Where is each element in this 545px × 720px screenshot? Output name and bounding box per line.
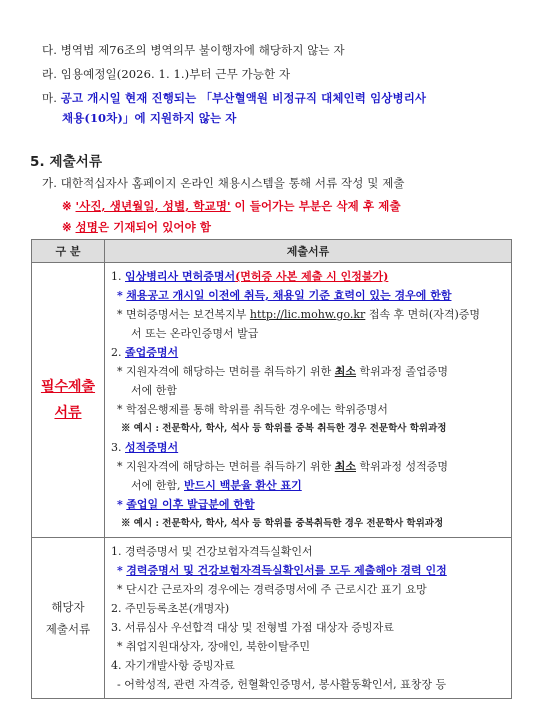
req-item2-example: ※ 예시 : 전문학사, 학사, 석사 등 학위를 중복 취득한 경우 전문학사 학위과정 — [121, 423, 447, 434]
eligibility-ma-line1: 공고 개시일 현재 진행되는 「부산혈액원 비정규직 대체인력 임상병리사 — [60, 91, 427, 105]
required-label-line2: 서류 — [54, 405, 82, 421]
req-item3-note2-text: 졸업일 이후 발급분에 한함 — [126, 498, 255, 511]
req-item1-note — [111, 286, 505, 305]
header-category: 구 분 — [32, 240, 105, 263]
license-site-link[interactable]: http://lic.mohw.go.kr — [249, 308, 366, 321]
opt-item2: 2. 주민등록초본(개명자) — [111, 602, 230, 615]
optional-docs-cell — [105, 538, 512, 699]
req-item2-note1-cont: 서에 한함 — [131, 384, 178, 397]
req-item2-note1-b: 최소 — [334, 365, 357, 378]
req-item2-note1-c: 학위과정 졸업증명 — [359, 365, 449, 378]
req-item3-note1-cont — [111, 476, 505, 495]
table-row-required — [32, 263, 512, 538]
documents-table — [31, 239, 512, 699]
note-name-underlined: 성명 — [75, 220, 98, 234]
required-docs-cell — [105, 263, 512, 538]
section-title: 5. 제출서류 — [30, 154, 103, 170]
opt-item1: 1. 경력증명서 및 건강보험자격득실확인서 — [111, 545, 313, 558]
req-item2-note1-a: * 지원자격에 해당하는 면허를 취득하기 위한 — [117, 365, 332, 378]
req-item1 — [111, 267, 505, 286]
note-quote: '사진, 생년월일, 성별, 학교명' — [75, 199, 231, 213]
eligibility-ma-prefix: 마. — [42, 91, 57, 105]
note-name-required — [62, 219, 211, 235]
opt-item3-note: * 취업지원대상자, 장애인, 북한이탈주민 — [117, 640, 310, 653]
optional-label-line2: 제출서류 — [45, 622, 91, 636]
eligibility-da: 다. 병역법 제76조의 병역의무 불이행자에 해당하지 않는 자 — [42, 43, 345, 57]
req-item1-title: 임상병리사 면허증명서 — [125, 270, 236, 283]
opt-item3: 3. 서류심사 우선합격 대상 및 전형별 가점 대상자 증빙자료 — [111, 621, 394, 634]
req-item1-note-text: 채용공고 개시일 이전에 취득, 채용일 기준 효력이 있는 경우에 한함 — [126, 289, 452, 302]
req-item2-num: 2. — [111, 346, 122, 359]
eligibility-ra: 라. 임용예정일(2026. 1. 1.)부터 근무 가능한 자 — [42, 67, 291, 81]
req-item3-note1-c: 학위과정 성적증명 — [359, 460, 449, 473]
req-item3-num: 3. — [111, 441, 122, 454]
req-item1-note2 — [111, 305, 505, 324]
note-name-rest: 은 기재되어 있어야 함 — [97, 220, 212, 234]
eligibility-ma — [42, 90, 426, 106]
req-item3-note1 — [111, 457, 505, 476]
req-item3-note1-e: 반드시 백분율 환산 표기 — [184, 479, 302, 492]
required-label-cell — [32, 263, 105, 538]
note-mark: ※ — [62, 199, 72, 213]
req-item1-num: 1. — [111, 270, 122, 283]
req-item3-note1-b: 최소 — [334, 460, 357, 473]
req-item2-note1 — [111, 362, 505, 381]
req-item3-note1-a: * 지원자격에 해당하는 면허를 취득하기 위한 — [117, 460, 332, 473]
req-item3-star: * — [117, 498, 123, 511]
header-documents: 제출서류 — [105, 240, 512, 263]
req-item3-note1-d: 서에 한함, — [131, 479, 181, 492]
eligibility-ma-line2: 채용(10차)」에 지원하지 않는 자 — [62, 111, 237, 125]
table-header-row — [32, 240, 512, 263]
table-row-optional — [32, 538, 512, 699]
note-mark: ※ — [62, 220, 72, 234]
req-item3 — [111, 438, 505, 457]
req-item1-paren: (면허증 사본 제출 시 인정불가) — [235, 270, 389, 283]
required-label-line1: 필수제출 — [40, 379, 96, 395]
note-rest: 이 들어가는 부분은 삭제 후 제출 — [234, 199, 401, 213]
req-item2-note2: * 학점은행제를 통해 학위를 취득한 경우에는 학위증명서 — [117, 403, 388, 416]
req-item2-title: 졸업증명서 — [125, 346, 179, 359]
opt-item1-note2: * 단시간 근로자의 경우에는 경력증명서에 주 근로시간 표기 요망 — [117, 583, 427, 596]
req-item1-note2-a: * 면허증명서는 보건복지부 — [117, 308, 247, 321]
opt-item1-note — [111, 561, 505, 580]
req-item3-title: 성적증명서 — [125, 441, 179, 454]
note-delete-info — [62, 198, 401, 214]
opt-item4-note: - 어학성적, 관련 자격증, 헌혈확인증명서, 봉사활동확인서, 표창장 등 — [117, 678, 447, 691]
req-item3-note2 — [111, 495, 505, 514]
req-item1-note2-b: 접속 후 면허(자격)증명 — [368, 308, 481, 321]
req-item2 — [111, 343, 505, 362]
req-item3-example: ※ 예시 : 전문학사, 학사, 석사 등 학위를 중복취득한 경우 전문학사 학위과정 — [121, 518, 444, 529]
opt-item1-note-text: 경력증명서 및 건강보험자격득실확인서를 모두 제출해야 경력 인정 — [126, 564, 447, 577]
req-item1-note2-cont: 서 또는 온라인증명서 발급 — [131, 327, 259, 340]
optional-label-line1: 해당자 — [51, 600, 85, 614]
opt-item1-star: * — [117, 564, 123, 577]
submission-method: 가. 대한적십자사 홈페이지 온라인 채용시스템을 통해 서류 작성 및 제출 — [42, 176, 405, 190]
opt-item4: 4. 자기개발사항 증빙자료 — [111, 659, 235, 672]
optional-label-cell — [32, 538, 105, 699]
req-item1-star: * — [117, 289, 123, 302]
